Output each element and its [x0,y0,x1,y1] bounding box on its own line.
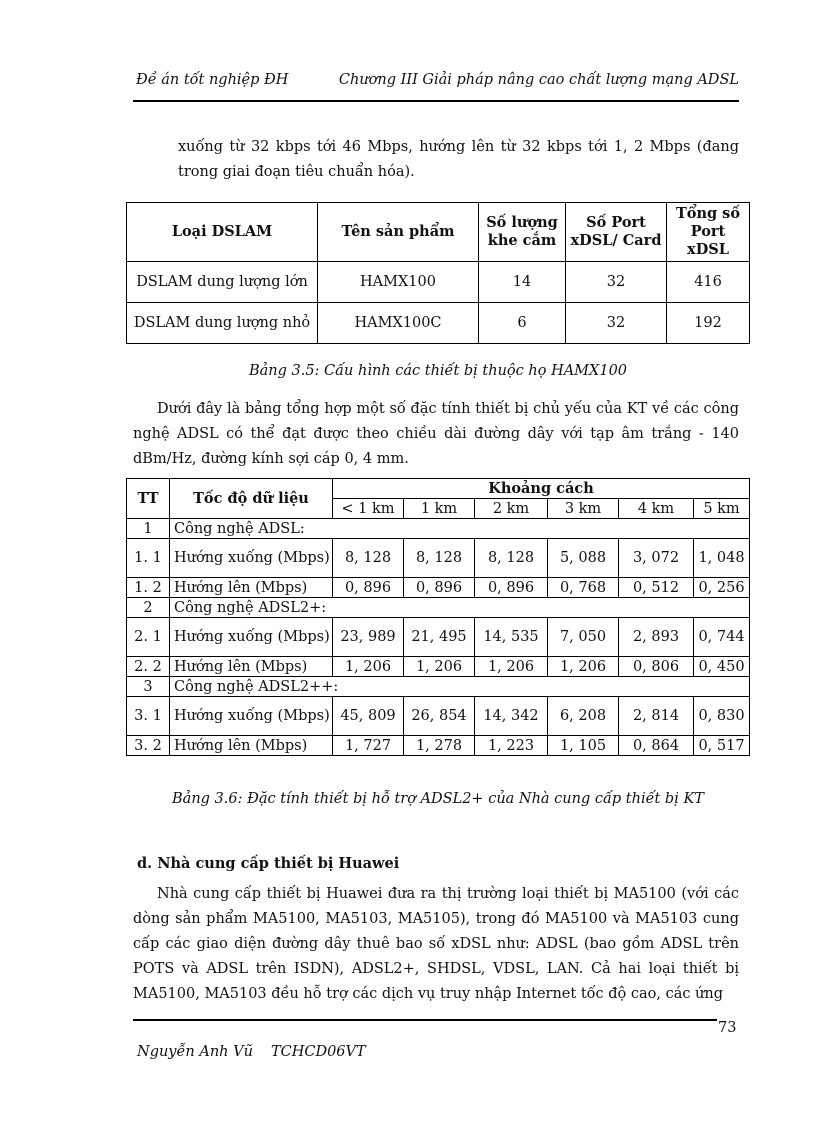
value-cell: 1, 206 [333,657,404,677]
distance-header: 4 km [619,499,694,519]
value-cell: 21, 495 [404,618,475,657]
row-label: Hướng xuống (Mbps) [170,539,333,578]
value-cell: 1, 048 [694,539,750,578]
table1-cell: HAMX100 [318,262,479,303]
value-cell: 0, 896 [333,578,404,598]
table-row [127,618,750,657]
value-cell: 0, 450 [694,657,750,677]
adsl-speed-table [126,478,750,756]
table-row [127,736,750,756]
value-cell: 0, 830 [694,697,750,736]
row-label: Hướng xuống (Mbps) [170,618,333,657]
distance-header: 1 km [404,499,475,519]
dslam-table [126,202,750,344]
value-cell: 2, 814 [619,697,694,736]
value-cell: 1, 206 [475,657,548,677]
value-cell: 1, 206 [548,657,619,677]
table-row [127,262,750,303]
table-row [127,303,750,344]
table1-cell: DSLAM dung lượng lớn [127,262,318,303]
value-cell: 26, 854 [404,697,475,736]
table2-header-rate: Tốc độ dữ liệu [170,479,333,519]
value-cell: 1, 206 [404,657,475,677]
row-tt: 3. 1 [127,697,170,736]
row-tt: 1. 2 [127,578,170,598]
value-cell: 3, 072 [619,539,694,578]
row-tt: 2. 2 [127,657,170,677]
value-cell: 8, 128 [404,539,475,578]
group-number: 2 [127,598,170,618]
group-name: Công nghệ ADSL2++: [170,677,750,697]
table1-cell: 416 [667,262,750,303]
section-heading: d. Nhà cung cấp thiết bị Huawei [137,855,400,872]
paragraph-2 [133,397,739,472]
value-cell: 0, 806 [619,657,694,677]
paragraph-3 [133,882,739,1007]
table1-header: Loại DSLAM [127,203,318,262]
value-cell: 0, 768 [548,578,619,598]
table1-header: Số Port xDSL/ Card [566,203,667,262]
value-cell: 1, 223 [475,736,548,756]
distance-header: 5 km [694,499,750,519]
table1-cell: 192 [667,303,750,344]
row-label: Hướng lên (Mbps) [170,578,333,598]
table-row [127,539,750,578]
value-cell: 1, 105 [548,736,619,756]
header-right: Chương III Giải pháp nâng cao chất lượng mạng ADSL [338,72,739,88]
value-cell: 23, 989 [333,618,404,657]
group-row [127,519,750,539]
value-cell: 0, 864 [619,736,694,756]
value-cell: 7, 050 [548,618,619,657]
table1-caption: Bảng 3.5: Cấu hình các thiết bị thuộc họ HAMX100 [248,363,628,379]
group-row [127,677,750,697]
value-cell: 0, 896 [475,578,548,598]
table-row [127,578,750,598]
value-cell: 8, 128 [475,539,548,578]
value-cell: 0, 744 [694,618,750,657]
page-footer [137,1044,366,1060]
page-header [133,66,739,102]
row-label: Hướng xuống (Mbps) [170,697,333,736]
value-cell: 14, 342 [475,697,548,736]
row-label: Hướng lên (Mbps) [170,657,333,677]
distance-header: 3 km [548,499,619,519]
intro-paragraph: xuống từ 32 kbps tới 46 Mbps, hướng lên từ 32 kbps tới 1, 2 Mbps (đang trong giai đoạn tiêu chuẩn hóa). [178,139,739,180]
value-cell: 5, 088 [548,539,619,578]
table2-caption: Bảng 3.6: Đặc tính thiết bị hỗ trợ ADSL2+ của Nhà cung cấp thiết bị KT [172,791,704,807]
table1-header: Tên sản phẩm [318,203,479,262]
group-number: 1 [127,519,170,539]
footer-author: Nguyễn Anh Vũ [137,1044,253,1060]
value-cell: 6, 208 [548,697,619,736]
value-cell: 2, 893 [619,618,694,657]
value-cell: 1, 278 [404,736,475,756]
footer-divider [133,1019,717,1021]
group-name: Công nghệ ADSL: [170,519,750,539]
group-number: 3 [127,677,170,697]
row-tt: 2. 1 [127,618,170,657]
value-cell: 14, 535 [475,618,548,657]
footer-class: TCHCD06VT [270,1044,366,1060]
value-cell: 8, 128 [333,539,404,578]
value-cell: 0, 256 [694,578,750,598]
row-tt: 1. 1 [127,539,170,578]
distance-header: < 1 km [333,499,404,519]
table1-cell: 32 [566,262,667,303]
paragraph-3-text: Nhà cung cấp thiết bị Huawei đưa ra thị trường loại thiết bị MA5100 (với các dòng sản phẩm MA5100, MA5103, MA5105), trong đó MA5100 và MA5103 cung cấp các giao diện đường dây thuê bao số xDSL như: ADSL (bao gồm ADSL trên POTS và ADSL trên ISDN), ADSL2+, SHDSL, VDSL, LAN. Cả hai loại thiết bị MA5100, MA5103 đều hỗ trợ các dịch vụ truy nhập Internet tốc độ cao, các ứng [133,886,739,1002]
value-cell: 1, 727 [333,736,404,756]
page-number: 73 [718,1020,737,1036]
value-cell: 45, 809 [333,697,404,736]
table-row [127,697,750,736]
row-label: Hướng lên (Mbps) [170,736,333,756]
table1-cell: HAMX100C [318,303,479,344]
distance-header: 2 km [475,499,548,519]
value-cell: 0, 517 [694,736,750,756]
table1-header: Số lượng khe cắm [479,203,566,262]
table2-header-tt: TT [127,479,170,519]
table-row [127,657,750,677]
group-name: Công nghệ ADSL2+: [170,598,750,618]
value-cell: 0, 896 [404,578,475,598]
header-left: Đề án tốt nghiệp ĐH [136,72,289,88]
table1-header: Tổng số Port xDSL [667,203,750,262]
group-row [127,598,750,618]
value-cell: 0, 512 [619,578,694,598]
table2-header-distance: Khoảng cách [333,479,750,499]
table1-cell: 32 [566,303,667,344]
paragraph-2-text: Dưới đây là bảng tổng hợp một số đặc tính thiết bị chủ yếu của KT về các công nghệ ADSL có thể đạt được theo chiều dài đường dây với tạp âm trắng - 140 dBm/Hz, đường kính sợi cáp 0, 4 mm. [133,401,739,467]
table1-cell: 14 [479,262,566,303]
table1-cell: 6 [479,303,566,344]
row-tt: 3. 2 [127,736,170,756]
table1-cell: DSLAM dung lượng nhỏ [127,303,318,344]
